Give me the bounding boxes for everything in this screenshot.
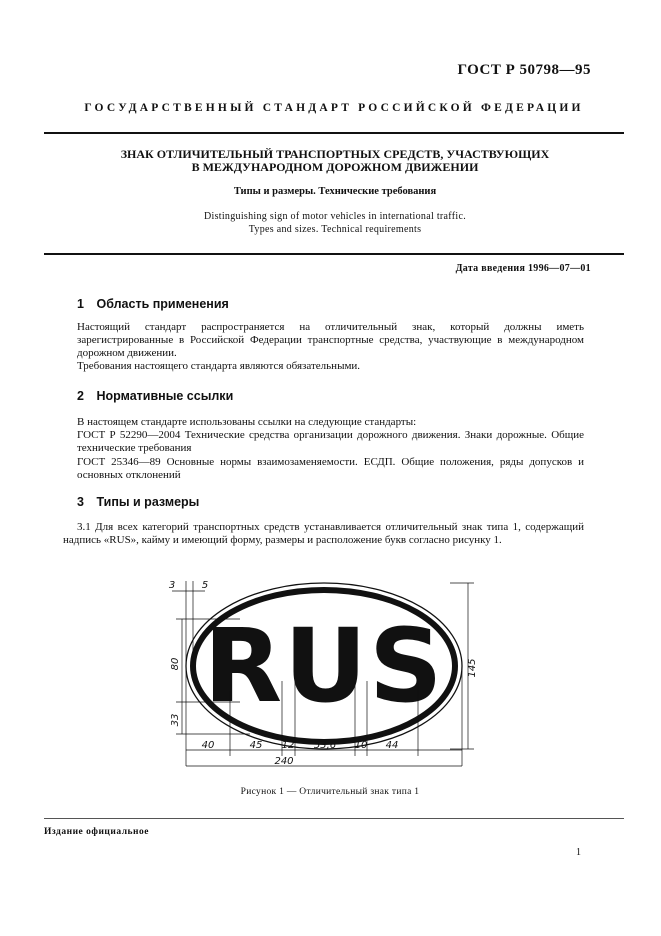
section-2-paragraph-3: ГОСТ 25346—89 Основные нормы взаимозаменяемости. ЕСДП. Общие положения, ряды допусков и основных отклонений xyxy=(77,456,584,481)
section-number: 3 xyxy=(77,495,84,509)
title-line-2: В МЕЖДУНАРОДНОМ ДОРОЖНОМ ДВИЖЕНИИ xyxy=(191,160,479,174)
edition-note: Издание официальное xyxy=(44,827,150,837)
title-rule xyxy=(44,253,624,255)
dim-label-40: 40 xyxy=(201,740,215,751)
dim-label-240: 240 xyxy=(274,756,294,767)
dim-label-left-33: 33 xyxy=(170,713,181,727)
section-1-paragraph-1: Настоящий стандарт распространяется на отличительный знак, который должны иметь зарегистрированные в Российской Федерации транспортные средства, участвующие в международном дорожном движении. xyxy=(77,321,584,359)
dim-label-44: 44 xyxy=(385,740,399,751)
figure-caption: Рисунок 1 — Отличительный знак типа 1 xyxy=(240,787,420,797)
page-number: 1 xyxy=(576,847,581,858)
dim-label-top-5: 5 xyxy=(201,580,209,591)
dim-label-12: 12 xyxy=(281,740,295,751)
document-title xyxy=(70,148,600,174)
introduction-date: Дата введения 1996—07—01 xyxy=(455,263,591,274)
dim-label-top-3: 3 xyxy=(168,580,176,591)
section-2-paragraph-1: В настоящем стандарте использованы ссылки на следующие стандарты: xyxy=(77,416,417,428)
section-number: 2 xyxy=(77,389,84,403)
english-title-line-2: Types and sizes. Technical requirements xyxy=(248,224,422,235)
english-title-line-1: Distinguishing sign of motor vehicles in international traffic. xyxy=(203,211,466,222)
gost-number: ГОСТ Р 50798—95 xyxy=(457,62,591,78)
dim-label-45: 45 xyxy=(249,740,263,751)
section-2-heading xyxy=(77,389,233,403)
sign-letters: RUS xyxy=(203,607,445,726)
section-1-heading xyxy=(77,297,229,311)
section-title: Нормативные ссылки xyxy=(96,389,234,403)
section-3-heading xyxy=(77,495,199,509)
section-3-paragraph-1: 3.1 Для всех категорий транспортных средств устанавливается отличительный знак типа 1, содержащий надпись «RUS», кайму и имеющий форму, размеры и расположение букв согласно рисунку 1. xyxy=(63,521,584,546)
title-line-1: ЗНАК ОТЛИЧИТЕЛЬНЫЙ ТРАНСПОРТНЫХ СРЕДСТВ, УЧАСТВУЮЩИХ xyxy=(120,147,550,161)
dim-label-left-80: 80 xyxy=(170,657,181,671)
section-title: Область применения xyxy=(96,297,229,311)
section-number: 1 xyxy=(77,297,84,311)
dim-label-right-145: 145 xyxy=(467,658,478,678)
top-rule xyxy=(44,132,624,134)
footer-rule xyxy=(44,818,624,819)
english-title xyxy=(70,210,600,236)
state-standard-banner: ГОСУДАРСТВЕННЫЙ СТАНДАРТ РОССИЙСКОЙ ФЕДЕРАЦИИ xyxy=(84,102,584,114)
section-title: Типы и размеры xyxy=(96,495,200,509)
section-2-paragraph-2: ГОСТ Р 52290—2004 Технические средства организации дорожного движения. Знаки дорожные. Общие технические требования xyxy=(77,429,584,454)
figure-rus-sign xyxy=(150,576,510,776)
dim-label-10: 10 xyxy=(354,740,368,751)
document-subtitle: Типы и размеры. Технические требования xyxy=(233,186,437,197)
section-1-paragraph-2: Требования настоящего стандарта являются обязательными. xyxy=(77,360,361,372)
dim-label-53-6: 53,6 xyxy=(313,740,337,751)
